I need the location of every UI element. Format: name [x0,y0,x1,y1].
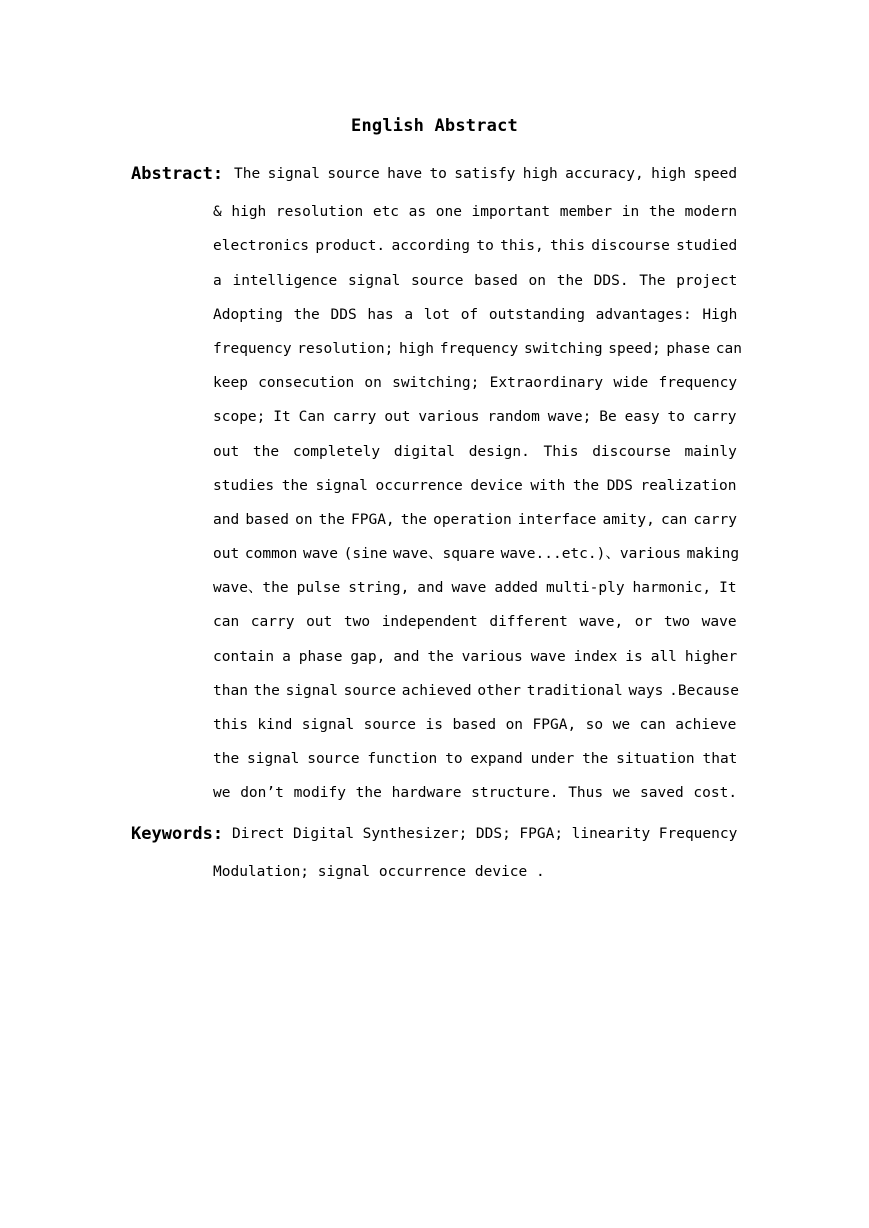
abstract-line: The signal source have to satisfy high accuracy, high speed [234,166,738,182]
abstract-section [131,160,742,811]
abstract-label: Abstract: [131,164,224,184]
page-title: English Abstract [351,116,518,136]
abstract-line: Adopting the DDS has a lot of outstanding advantages: High [213,306,738,323]
abstract-body [131,157,742,811]
keywords-label: Keywords: [131,824,224,844]
abstract-line: wave、the pulse string, and wave added multi-ply harmonic, It [213,580,737,597]
keywords-line: Modulation; signal occurrence device . [213,864,545,881]
abstract-line: than the signal source achieved other traditional ways .Because [213,682,739,699]
abstract-line: keep consecution on switching; Extraordinary wide frequency [213,375,738,392]
abstract-line: studies the signal occurrence device with the DDS realization [213,477,737,494]
abstract-line: & high resolution etc as one important member in the modern [213,204,738,221]
abstract-line: out the completely digital design. This discourse mainly [213,443,737,460]
abstract-line: the signal source function to expand under the situation that [213,751,738,768]
keywords-line: Direct Digital Synthesizer; DDS; FPGA; linearity Frequency [232,826,738,842]
abstract-line: can carry out two independent different wave, or two wave [213,614,737,631]
abstract-line: and based on the FPGA, the operation interface amity, can carry [213,511,737,528]
abstract-line: electronics product. according to this, this discourse studied [213,238,738,255]
abstract-line: frequency resolution; high frequency switching speed; phase can [213,340,742,357]
keywords-section [131,820,737,889]
abstract-line: scope; It Can carry out various random wave; Be easy to carry [213,409,737,426]
abstract-line: out common wave (sine wave、square wave...etc.)、various making [213,546,740,563]
keywords-body [131,817,737,889]
abstract-line: we don’t modify the hardware structure. Thus we saved cost. [213,785,738,802]
abstract-line: a intelligence signal source based on the DDS. The project [213,272,738,289]
abstract-line: this kind signal source is based on FPGA, so we can achieve [213,717,737,733]
abstract-line: contain a phase gap, and the various wave index is all higher [213,648,738,665]
